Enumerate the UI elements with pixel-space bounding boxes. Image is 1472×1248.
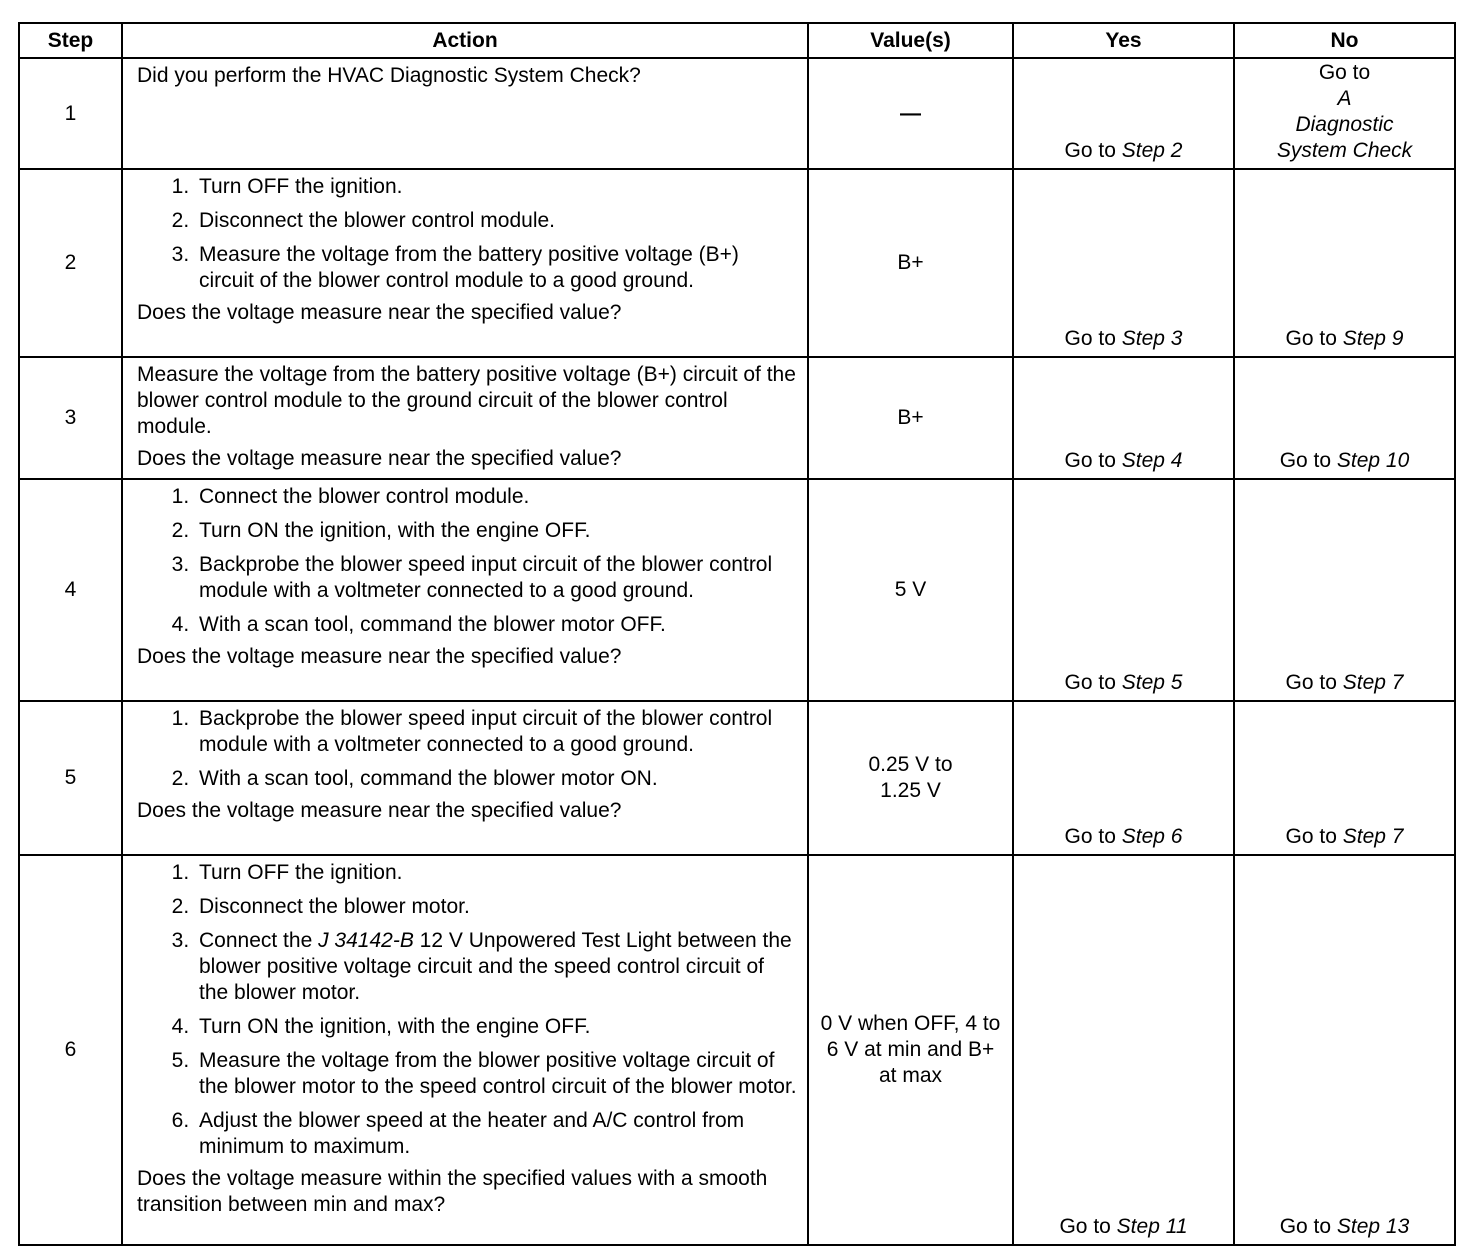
yes-prefix: Go to — [1064, 449, 1122, 472]
step-number: 1 — [19, 58, 122, 169]
header-step: Step — [19, 23, 122, 58]
yes-prefix: Go to — [1064, 139, 1122, 162]
value-cell: B+ — [808, 169, 1013, 357]
action-step: 3. Backprobe the blower speed input circuit of the blower control module with a voltmeter connected to a good ground. — [195, 552, 797, 604]
no-cell — [1234, 58, 1455, 169]
yes-cell — [1013, 58, 1234, 169]
action-step: 2. Turn ON the ignition, with the engine OFF. — [195, 518, 797, 544]
value-cell — [808, 855, 1013, 1245]
yes-cell — [1013, 701, 1234, 855]
action-step: 4. With a scan tool, command the blower motor OFF. — [195, 612, 797, 638]
value-cell — [808, 701, 1013, 855]
action-step: 3. Measure the voltage from the battery positive voltage (B+) circuit of the blower control module to a good ground. — [195, 242, 797, 294]
no-line — [1236, 60, 1453, 112]
yes-cell — [1013, 169, 1234, 357]
no-prefix: Go to — [1279, 449, 1337, 472]
no-cell — [1234, 169, 1455, 357]
action-step: 5. Measure the voltage from the blower positive voltage circuit of the blower motor to the speed control circuit of the blower motor. — [195, 1048, 797, 1100]
action-step: 4. Turn ON the ignition, with the engine OFF. — [195, 1014, 797, 1040]
step-number: 6 — [19, 855, 122, 1245]
action-intro: Measure the voltage from the battery positive voltage (B+) circuit of the blower control module to the ground circuit of the blower control module. — [137, 363, 796, 438]
no-step-link[interactable]: Step 13 — [1336, 1215, 1410, 1238]
no-step-link[interactable]: Step 7 — [1342, 825, 1404, 848]
action-question: Does the voltage measure near the specified value? — [137, 447, 622, 470]
no-cell — [1234, 479, 1455, 701]
action-step: 2. With a scan tool, command the blower motor ON. — [195, 766, 797, 792]
header-no: No — [1234, 23, 1455, 58]
no-prefix: Go to — [1318, 61, 1371, 84]
action-cell — [122, 58, 808, 169]
action-steps — [137, 174, 797, 294]
no-prefix: Go to — [1279, 1215, 1337, 1238]
action-step: 2. Disconnect the blower motor. — [195, 894, 797, 920]
action-cell — [122, 357, 808, 479]
action-intro: Did you perform the HVAC Diagnostic System Check? — [137, 64, 641, 87]
header-values: Value(s) — [808, 23, 1013, 58]
action-question: Does the voltage measure near the specified value? — [137, 799, 622, 822]
no-step-link[interactable]: Step 7 — [1342, 671, 1404, 694]
yes-step-link[interactable]: Step 3 — [1121, 327, 1183, 350]
action-steps — [137, 860, 797, 1160]
step-number: 3 — [19, 357, 122, 479]
yes-prefix: Go to — [1064, 825, 1122, 848]
action-step: 1. Turn OFF the ignition. — [195, 174, 797, 200]
yes-step-link[interactable]: Step 4 — [1121, 449, 1183, 472]
yes-prefix: Go to — [1059, 1215, 1117, 1238]
table-row — [19, 855, 1455, 1245]
yes-prefix: Go to — [1064, 671, 1122, 694]
table-row — [19, 169, 1455, 357]
no-prefix: Go to — [1285, 671, 1343, 694]
no-step-link[interactable]: Step 10 — [1336, 449, 1410, 472]
table-row — [19, 701, 1455, 855]
action-cell — [122, 169, 808, 357]
yes-cell — [1013, 479, 1234, 701]
action-steps — [137, 484, 797, 638]
value-cell: B+ — [808, 357, 1013, 479]
action-cell — [122, 479, 808, 701]
step-number: 5 — [19, 701, 122, 855]
action-step: 1. Backprobe the blower speed input circuit of the blower control module with a voltmeter connected to a good ground. — [195, 706, 797, 758]
value-cell: 5 V — [808, 479, 1013, 701]
diagnostic-table — [18, 22, 1456, 1246]
value-text: 0.25 V to 1.25 V — [868, 753, 953, 802]
action-question: Does the voltage measure within the specified values with a smooth transition between min and max? — [137, 1167, 768, 1216]
tool-reference[interactable]: J 34142-B — [318, 929, 414, 952]
no-cell — [1234, 855, 1455, 1245]
table-row — [19, 357, 1455, 479]
no-prefix: Go to — [1285, 327, 1343, 350]
step-number: 2 — [19, 169, 122, 357]
header-row — [19, 23, 1455, 58]
header-action: Action — [122, 23, 808, 58]
table-row — [19, 58, 1455, 169]
step-number: 4 — [19, 479, 122, 701]
no-step-link[interactable]: Step 9 — [1342, 327, 1404, 350]
yes-step-link[interactable]: Step 6 — [1121, 825, 1183, 848]
action-cell — [122, 855, 808, 1245]
action-step: 2. Disconnect the blower control module. — [195, 208, 797, 234]
yes-step-link[interactable]: Step 11 — [1116, 1215, 1188, 1238]
no-prefix: Go to — [1285, 825, 1343, 848]
action-steps — [137, 706, 797, 792]
no-cell — [1234, 701, 1455, 855]
header-yes: Yes — [1013, 23, 1234, 58]
no-cell — [1234, 357, 1455, 479]
yes-prefix: Go to — [1064, 327, 1122, 350]
value-cell: — — [808, 58, 1013, 169]
yes-cell — [1013, 855, 1234, 1245]
no-ref-line3[interactable]: System Check — [1276, 139, 1413, 162]
no-ref-line2[interactable]: Diagnostic — [1295, 113, 1394, 136]
action-step: 1. Connect the blower control module. — [195, 484, 797, 510]
action-step: 3. Connect the J 34142-B 12 V Unpowered Test Light between the blower positive voltage circuit and the speed control circuit of the blower motor. — [195, 928, 797, 1006]
no-ref-a[interactable]: A — [1337, 87, 1352, 110]
yes-step-link[interactable]: Step 5 — [1121, 671, 1183, 694]
table-row — [19, 479, 1455, 701]
yes-cell — [1013, 357, 1234, 479]
action-cell — [122, 701, 808, 855]
action-step: 6. Adjust the blower speed at the heater and A/C control from minimum to maximum. — [195, 1108, 797, 1160]
yes-step-link[interactable]: Step 2 — [1121, 139, 1183, 162]
action-question: Does the voltage measure near the specified value? — [137, 301, 622, 324]
value-text: 0 V when OFF, 4 to 6 V at min and B+ at max — [820, 1012, 1001, 1087]
action-question: Does the voltage measure near the specified value? — [137, 645, 622, 668]
action-step: 1. Turn OFF the ignition. — [195, 860, 797, 886]
